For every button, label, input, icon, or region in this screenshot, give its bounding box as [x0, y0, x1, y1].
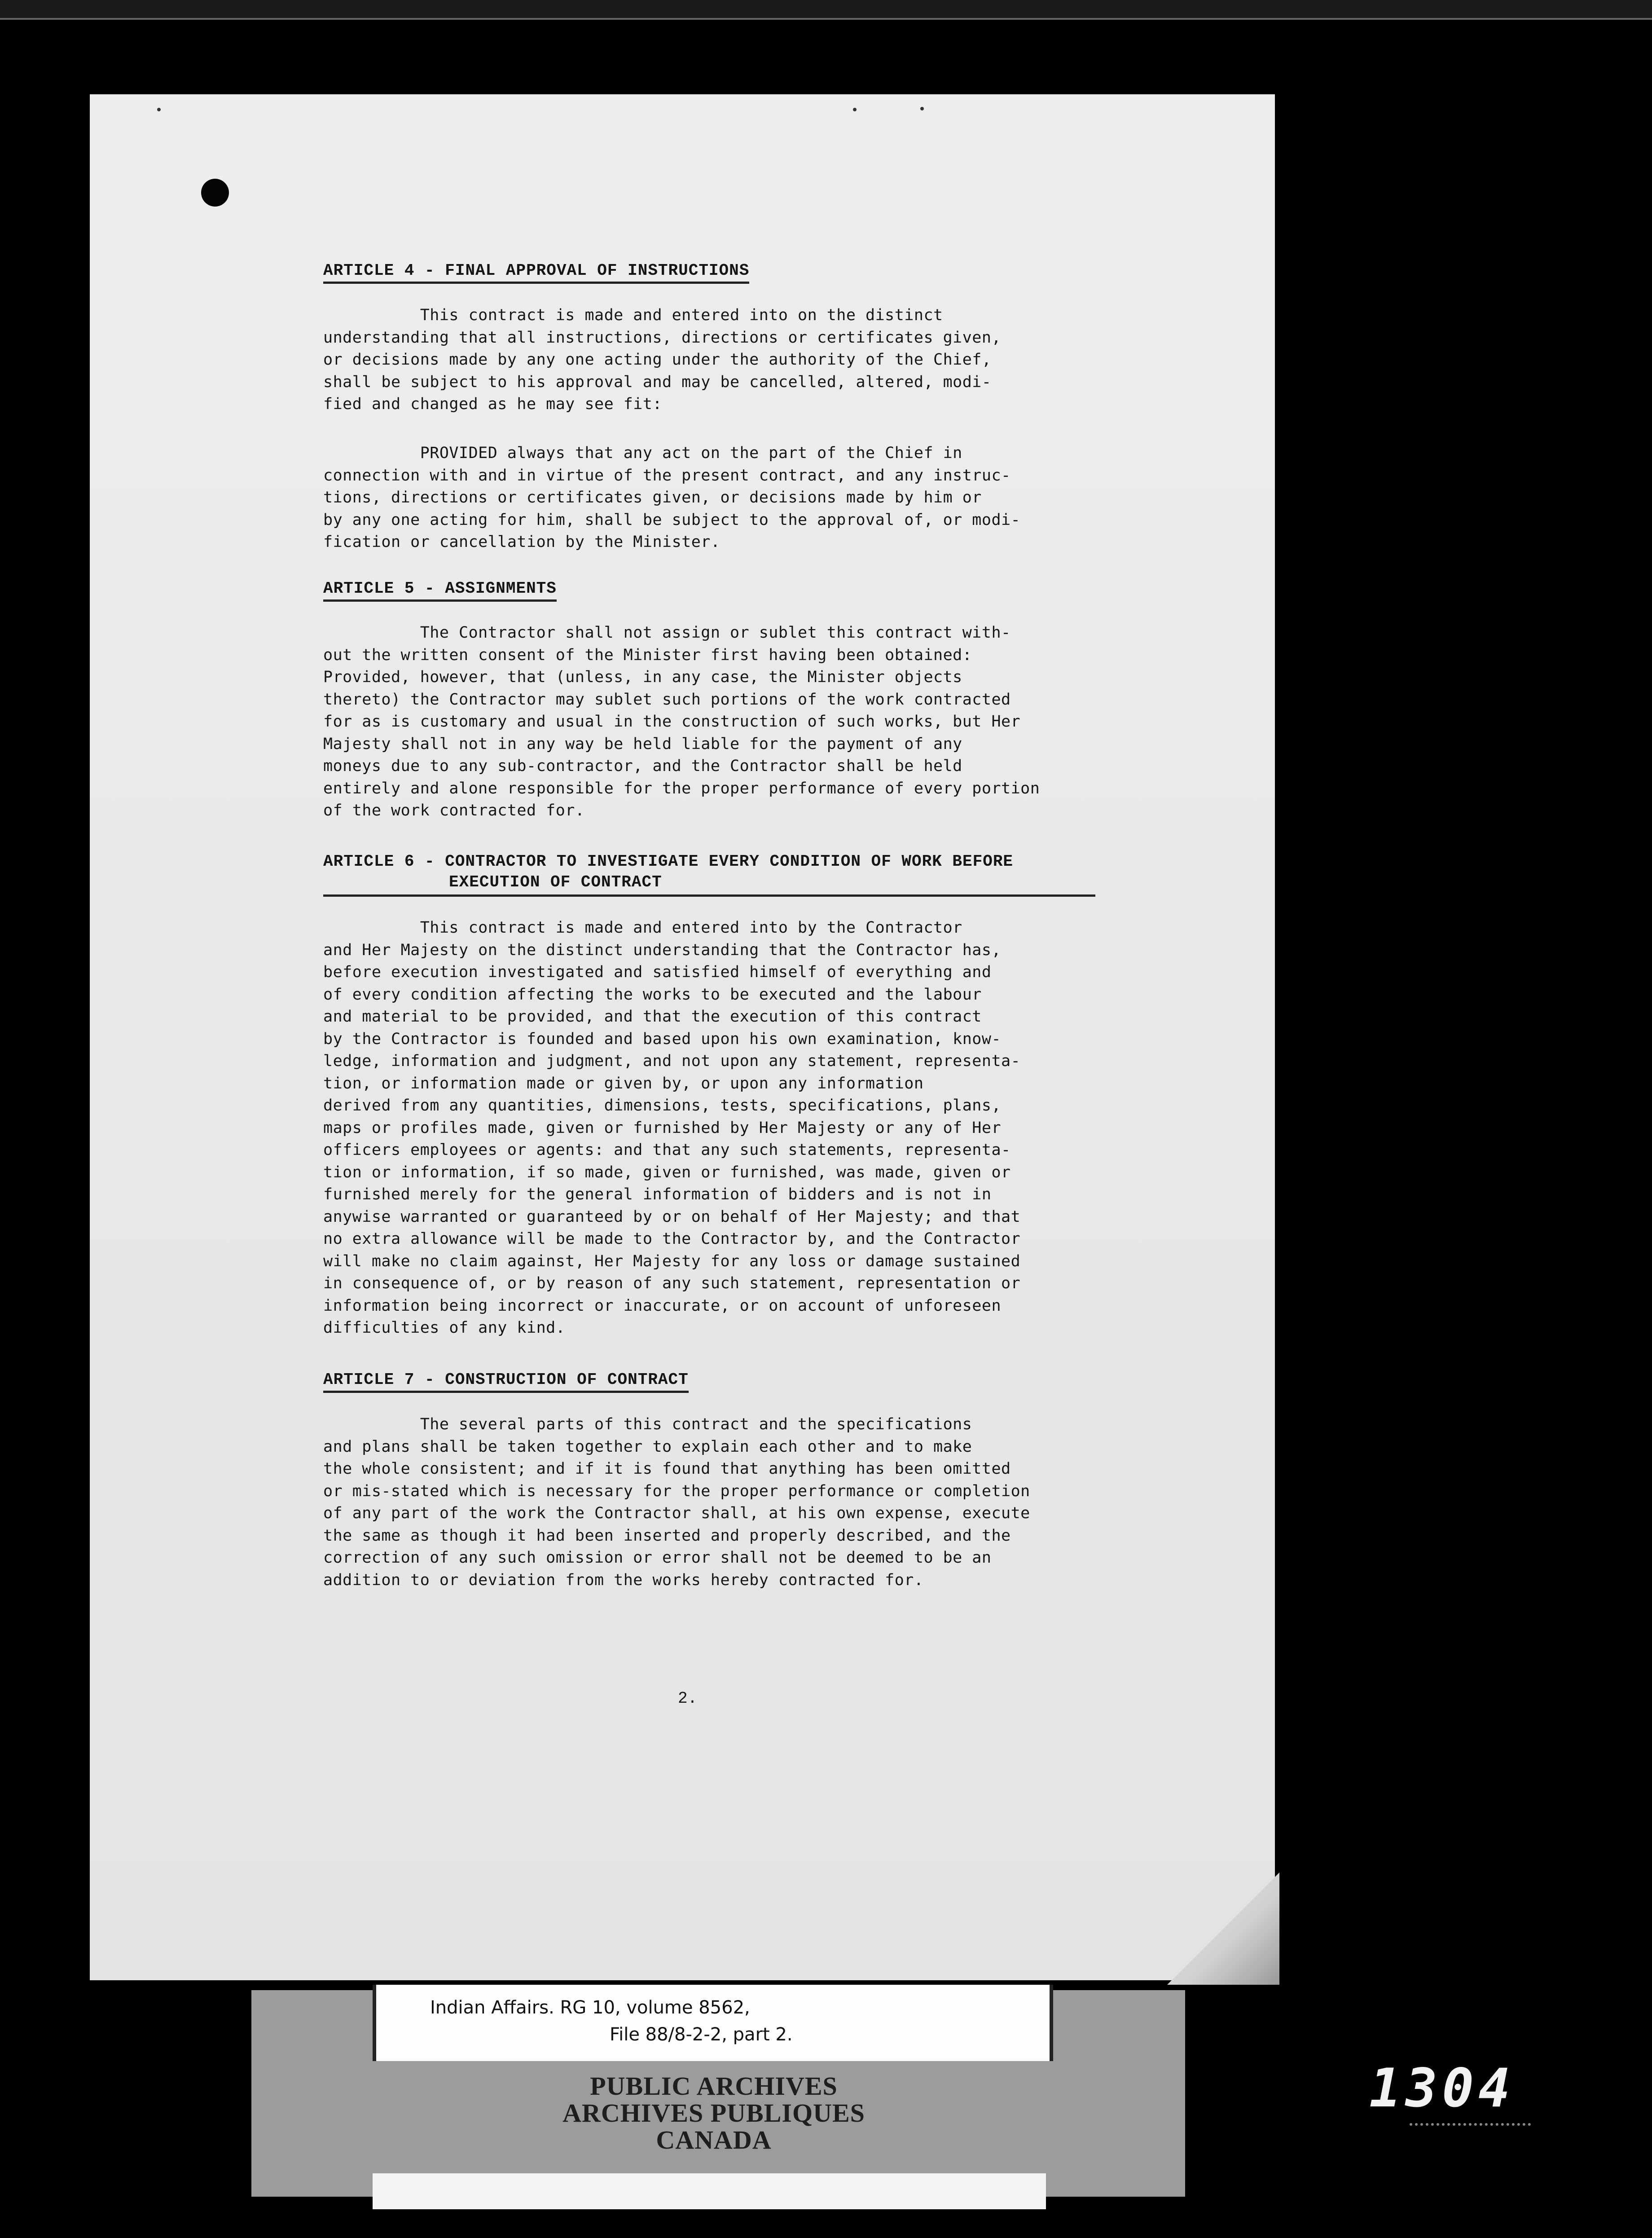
- article-4-paragraph-2: PROVIDED always that any act on the part of the Chief in connection with and in virtue of the present contract, and any instruc- tions, directions or certificates given, or decisions made by him or by any one acting for him, shall be subject to the approval of, or modi- fication or cancellation by the Minister.: [323, 444, 1021, 551]
- page-number: 2.: [678, 1689, 698, 1708]
- article-6-heading-rule: [323, 894, 1095, 897]
- article-6-paragraph: This contract is made and entered into by the Contractor and Her Majesty on the distinct understanding that the Contractor has, before execution investigated and satisfied himself of everything and of every condition affecting the works to be executed and the labour and material to be provided, and that the execution of this contract by the Contractor is founded and based upon his own examination, know- ledge, information and judgment, and not upon any statement, representa- tion, or information made or given by, or upon any information derived from any quantities, dimensions, tests, specifications, plans, maps or profiles made, given or furnished by Her Majesty or any of Her officers employees or agents: and that any such statements, representa- tion or information, if so made, given or furnished, was made, given or furnished merely for the general information of bidders and is not in anywise warranted or guaranteed by or on behalf of Her Majesty; and that no extra allowance will be made to the Contractor by, and the Contractor will make no claim against, Her Majesty for any loss or damage sustained in consequence of, or by reason of any such statement, representation or information being incorrect or inaccurate, or on account of unforeseen difficulties of any kind.: [323, 919, 1021, 1337]
- frame-counter: 1304: [1369, 2057, 1515, 2119]
- archives-country: CANADA: [656, 2125, 772, 2154]
- article-4-paragraph-1: This contract is made and entered into on the distinct understanding that all instructions, directions or certificates given, or decisions made by any one acting under the authority of the Chief, shall be subject to his approval and may be cancelled, altered, modi- fied and changed as he may see fit:: [323, 306, 1002, 413]
- archives-name-english: PUBLIC ARCHIVES: [590, 2071, 838, 2101]
- article-6-heading-line-1: ARTICLE 6 - CONTRACTOR TO INVESTIGATE EVERY CONDITION OF WORK BEFORE: [323, 852, 1014, 871]
- article-6-heading-line-2: EXECUTION OF CONTRACT: [449, 873, 662, 891]
- article-4-heading: ARTICLE 4 - FINAL APPROVAL OF INSTRUCTIONS: [323, 261, 749, 284]
- punch-hole: [201, 179, 229, 207]
- archive-reference-card: [373, 1985, 1053, 2061]
- article-7-heading: ARTICLE 7 - CONSTRUCTION OF CONTRACT: [323, 1370, 689, 1393]
- archive-reference-line-2: File 88/8-2-2, part 2.: [610, 2024, 793, 2045]
- article-5-paragraph: The Contractor shall not assign or sublet this contract with- out the written consent of the Minister first having been obtained: Provided, however, that (unless, in any case, the Minister objects thereto) the Contractor may sublet such portions of the work contracted for as is customary and usual in the construction of such works, but Her Majesty shall not in any way be held liable for the payment of any moneys due to any sub-contractor, and the Contractor shall be held entirely and alone responsible for the proper performance of every portion of the work contracted for.: [323, 624, 1040, 819]
- speck: [853, 108, 857, 111]
- archives-name-french: ARCHIVES PUBLIQUES: [562, 2098, 865, 2128]
- film-top-strip: [0, 0, 1652, 20]
- speck: [157, 108, 161, 111]
- archive-reference-line-1: Indian Affairs. RG 10, volume 8562,: [430, 1997, 750, 2018]
- article-5-heading: ARTICLE 5 - ASSIGNMENTS: [323, 579, 557, 602]
- article-7-paragraph: The several parts of this contract and the specifications and plans shall be taken together to explain each other and to make the whole consistent; and if it is found that anything has been omitted or mis-stated which is necessary for the proper performance or completion of any part of the work the Contractor shall, at his own expense, execute the same as though it had been inserted and properly described, and the correction of any such omission or error shall not be deemed to be an addition to or deviation from the works hereby contracted for.: [323, 1415, 1030, 1589]
- speck: [920, 107, 924, 110]
- archive-label-bottom-strip: [373, 2173, 1046, 2209]
- frame-counter-dots: [1410, 2123, 1531, 2126]
